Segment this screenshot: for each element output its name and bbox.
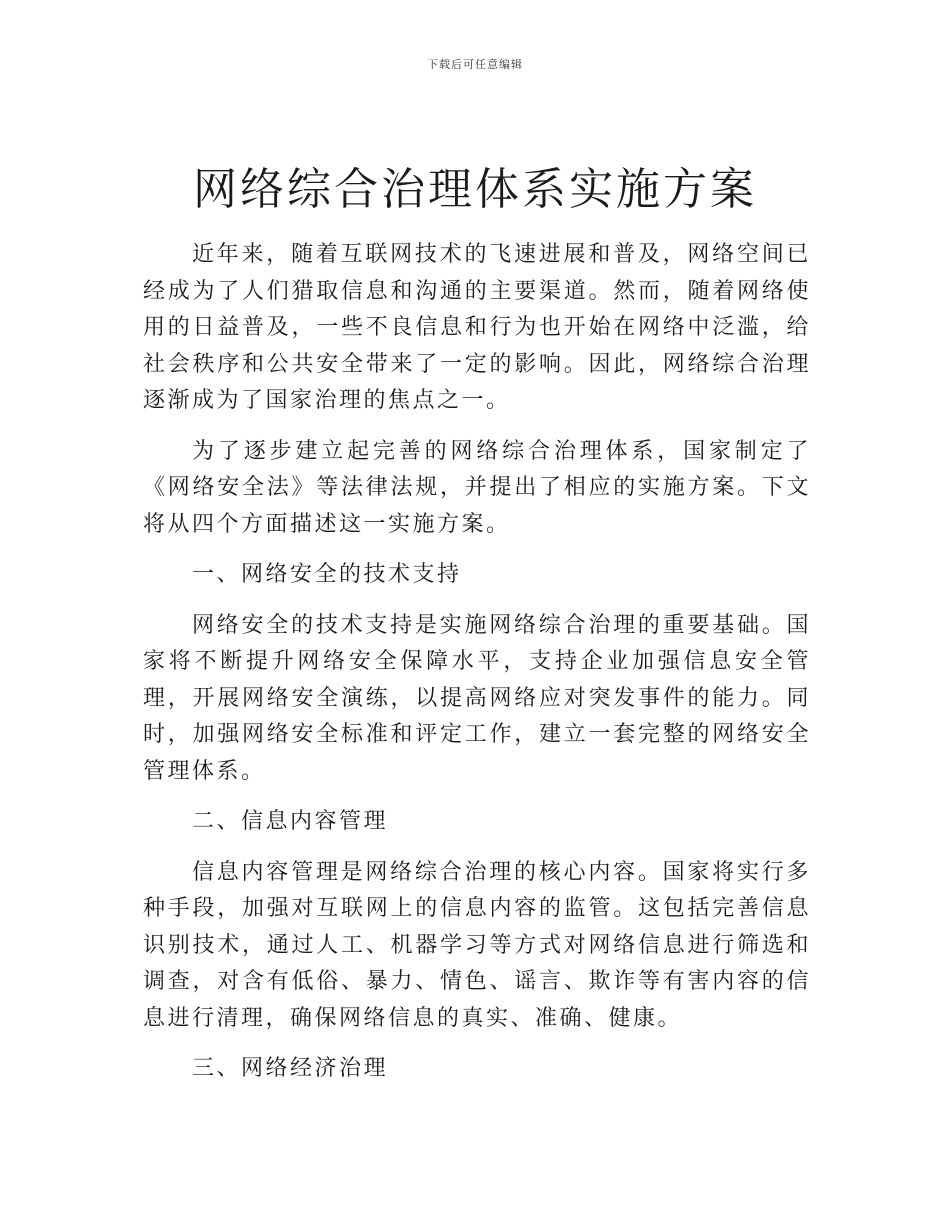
- paragraph-section-2: 信息内容管理是网络综合治理的核心内容。国家将实行多种手段，加强对互联网上的信息内容的监管。这包括完善信息识别技术，通过人工、机器学习等方式对网络信息进行筛选和调查，对含有低俗、暴力、情色、谣言、欺诈等有害内容的信息进行清理，确保网络信息的真实、准确、健康。: [143, 859, 811, 1031]
- section-heading-2: 二、信息内容管理: [192, 809, 389, 834]
- header-note: 下载后可任意编辑: [427, 58, 523, 71]
- paragraph-section-1: 网络安全的技术支持是实施网络综合治理的重要基础。国家将不断提升网络安全保障水平，支持企业加强信息安全管理，开展网络安全演练，以提高网络应对突发事件的能力。同时，加强网络安全标准和评定工作，建立一套完整的网络安全管理体系。: [143, 612, 811, 784]
- section-heading-3: 三、网络经济治理: [192, 1056, 389, 1081]
- paragraph-intro: 近年来，随着互联网技术的飞速进展和普及，网络空间已经成为了人们猎取信息和沟通的主要渠道。然而，随着网络使用的日益普及，一些不良信息和行为也开始在网络中泛滥，给社会秩序和公共安全带来了一定的影响。因此，网络综合治理逐渐成为了国家治理的焦点之一。: [143, 242, 811, 413]
- paragraph-overview: 为了逐步建立起完善的网络综合治理体系，国家制定了《网络安全法》等法律法规，并提出了相应的实施方案。下文将从四个方面描述这一实施方案。: [143, 438, 811, 537]
- section-heading-1: 一、网络安全的技术支持: [192, 562, 462, 587]
- document-title: 网络综合治理体系实施方案: [193, 164, 757, 215]
- document-body: [143, 237, 811, 1102]
